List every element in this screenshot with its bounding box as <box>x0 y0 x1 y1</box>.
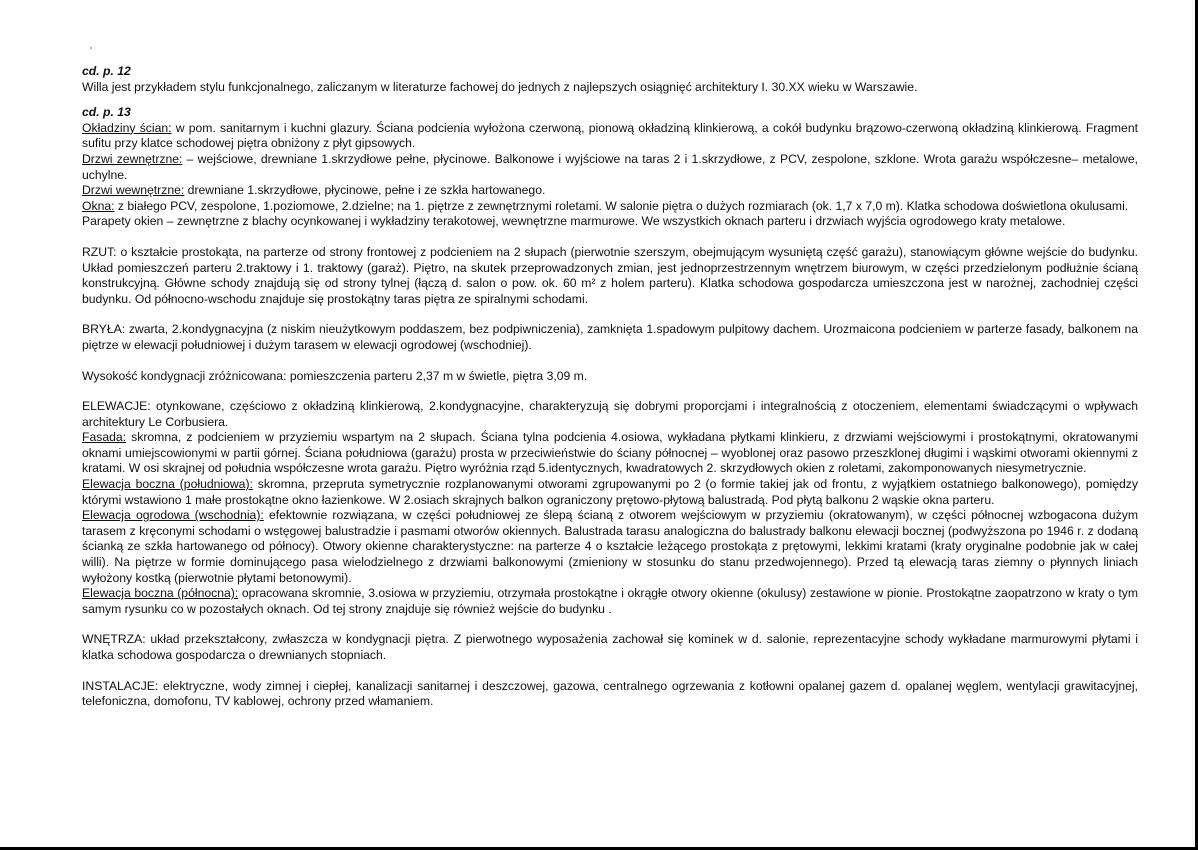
heading-p12: cd. p. 12 <box>82 64 131 78</box>
label-okladziny: Okładziny ścian: <box>82 120 172 135</box>
spacer <box>82 664 1138 679</box>
text-okna: z białego PCV, zespolone, 1.poziomowe, 2.dzielne; na 1. piętrze z zewnętrznymi roletami. W salonie piętra o dużych rozmiarach (ok. 1,7 x 7,0 m). Klatka schodowa doświetlona okulusami. <box>114 198 1129 213</box>
paragraph-elewacja-ogrodowa <box>82 508 1138 586</box>
paragraph-okna <box>82 199 1138 215</box>
paragraph-bryla: BRYŁA: zwarta, 2.kondygnacyjna (z niskim nieużytkowym poddaszem, bez podpiwniczenia), zamknięta 1.spadowym pulpitowy dachem. Urozmaicona podcieniem w parterze fasady, balkonem na piętrze w elewacji południowej i dużym tarasem w elewacji ogrodowej (wschodniej). <box>82 322 1138 352</box>
scan-speck <box>90 47 92 49</box>
paragraph-elewacja-poludniowa <box>82 477 1138 508</box>
spacer <box>82 307 1138 322</box>
label-drzwi-zewnetrzne: Drzwi zewnętrzne: <box>82 151 183 166</box>
paragraph-p12: Willa jest przykładem stylu funkcjonalnego, zaliczanym w literaturze fachowej do jednych z najlepszych osiągnięć architektury I. 30.XX wieku w Warszawie. <box>82 79 918 94</box>
label-elewacja-polnocna: Elewacja boczna (północna): <box>82 586 239 601</box>
text-drzwi-zewnetrzne: – wejściowe, drewniane 1.skrzydłowe pełne, płycinowe. Balkonowe i wyjściowe na taras 2 i 1.skrzydłowe, z PCV, zespolone, szklone. Wrota garażu współczesne– metalowe, uchylne. <box>82 151 1139 182</box>
paragraph-wnetrza: WNĘTRZA: układ przekształcony, zwłaszcza w kondygnacji piętra. Z pierwotnego wyposażenia zachował się kominek w d. salonie, reprezentacyjne schody wykładane marmurowymi płytami i klatka schodowa gospodarcza o drewnianych stopniach. <box>82 632 1138 662</box>
paragraph-wysokosc: Wysokość kondygnacji zróżnicowana: pomieszczenia parteru 2,37 m w świetle, piętra 3,09 m. <box>82 368 588 383</box>
document-body <box>82 64 1138 710</box>
paragraph-okladziny <box>82 121 1138 152</box>
label-elewacja-ogrodowa: Elewacja ogrodowa (wschodnia): <box>82 508 264 523</box>
spacer <box>82 230 1138 245</box>
paragraph-rzut: RZUT: o kształcie prostokąta, na parterze od strony frontowej z podcieniem na 2 słupach (pierwotnie szerszym, obejmującym wysuniętą część garażu), stanowiącym główne wejście do budynku. Układ pomieszczeń parteru 2.traktowy i 1. traktowy (garaż). Piętro, na skutek przeprowadzonych zmian, jest jednoprzestrzennym wnętrzem biurowym, w części przedzielonym podłużnie ścianą konstrukcyjną. Główne schody znajdują się od strony tylnej (łączą d. salon o pow. ok. 60 m² z holem parteru). Klatka schodowa gospodarcza umieszczona jest w narożnej, zachodniej części budynku. Od północno-wschodu znajduje się prostokątny taras piętra ze spiralnymi schodami. <box>82 244 1138 306</box>
text-okladziny: w pom. sanitarnym i kuchni glazury. Ściana podcienia wyłożona czerwoną, pionową okładziną klinkierową, a cokół budynku brązowo-czerwoną okładziną klinkierową. Fragment sufitu przy klatce schodowej piętra obniżony z płyt gipsowych. <box>82 120 1138 151</box>
paragraph-drzwi-zewnetrzne <box>82 152 1138 183</box>
text-elewacja-ogrodowa: efektownie rozwiązana, w części południowej ze ślepą ścianą z otworem wejściowym w przyziemiu (okratowanym), w części północnej wzbogacona dużym tarasem z kręconymi schodami o wstęgowej balustradzie i pasmami otworów okiennych. Balustrada tarasu analogiczna do balustrady balkonu elewacji bocznej (podwyższona po 1946 r. z dodaną ścianką ze szkła hartowanego od północy). Otwory okienne charakterystyczne: na parterze 4 o kształcie leżącego prostokąta z prętowymi, lekkimi kratami (kraty oryginalne podobnie jak w całej willi). Na piętrze w formie dominującego pasa wielodzielnego z drzwiami balkonowymi (zmieniony w stosunku do stanu przedwojennego). Przed tą elewacją taras ziemny o płynnych liniach wyłożony kostką (pierwotnie płytami betonowymi). <box>82 508 1138 585</box>
spacer <box>82 384 1138 399</box>
paragraph-drzwi-wewnetrzne <box>82 183 1138 199</box>
label-fasada: Fasada: <box>82 430 127 445</box>
spacer <box>82 617 1138 632</box>
label-drzwi-wewnetrzne: Drzwi wewnętrzne: <box>82 183 185 198</box>
text-elewacja-poludniowa: skromna, przepruta symetrycznie rozplanowanymi otworami zgrupowanymi po 2 (o formie takiej jak od frontu, z wyjątkiem ostatniego balkonowego), pomiędzy którymi wstawiono 1 małe prostokątne okno łazienkowe. W 2.osiach skrajnych balkon ograniczony prętowo-płytową balustradą. Pod płytą balkonu 2 wąskie okna parteru. <box>82 477 1138 507</box>
paragraph-instalacje: INSTALACJE: elektryczne, wody zimnej i ciepłej, kanalizacji sanitarnej i deszczowej, gazowa, centralnego ogrzewania z kotłowni opalanej gazem d. opalanej węglem, wentylacji grawitacyjnej, telefoniczna, domofonu, TV kablowej, ochrony przed włamaniem. <box>82 678 1138 709</box>
paragraph-parapety: Parapety okien – zewnętrzne z blachy ocynkowanej i wykładziny terakotowej, wewnętrzne marmurowe. We wszystkich oknach parteru i drzwiach wyjścia ogrodowego kraty metalowe. <box>82 214 1066 229</box>
paragraph-fasada <box>82 430 1138 477</box>
paragraph-elewacja-polnocna <box>82 586 1138 617</box>
heading-p13: cd. p. 13 <box>82 105 131 120</box>
text-fasada: skromna, z podcieniem w przyziemiu wspartym na 2 słupach. Ściana tylna podcienia 4.osiowa, wykładana płytkami klinkieru, z drzwiami wejściowymi i prostokątnymi, okratowanymi oknami umiejscowionymi w partii górnej. Ściana południowa (garażu) prosta w przeciwieństwie do ściany północnej – wyoblonej oraz pasowo przeszklonej długimi i wąskimi otworami okiennymi z kratami. W osi skrajnej od południa współczesne wrota garażu. Piętro wyróżnia rząd 5.identycznych, kwadratowych 2. skrzydłowych okien z roletami, zakomponowanych niesymetrycznie. <box>82 430 1138 476</box>
spacer <box>82 95 1138 105</box>
text-elewacja-polnocna: opracowana skromnie, 3.osiowa w przyziemiu, otrzymała prostokątne i okrągłe otwory okienne (okulusy) zestawione w pionie. Prostokątne zaopatrzono w kraty o tym samym rysunku co w pozostałych oknach. Od tej strony znajduje się również wejście do budynku . <box>82 586 1138 616</box>
label-elewacja-poludniowa: Elewacja boczna (południowa): <box>82 477 253 492</box>
label-okna: Okna: <box>82 198 115 213</box>
paragraph-elewacje: ELEWACJE: otynkowane, częściowo z okładziną klinkierową, 2.kondygnacyjne, charakteryzują się dobrymi proporcjami i integralnością z otoczeniem, elementami świadczącymi o wpływach architektury Le Corbusiera. <box>82 399 1138 429</box>
text-drzwi-wewnetrzne: drewniane 1.skrzydłowe, płycinowe, pełne i ze szkła hartowanego. <box>184 183 546 198</box>
spacer <box>82 354 1138 369</box>
